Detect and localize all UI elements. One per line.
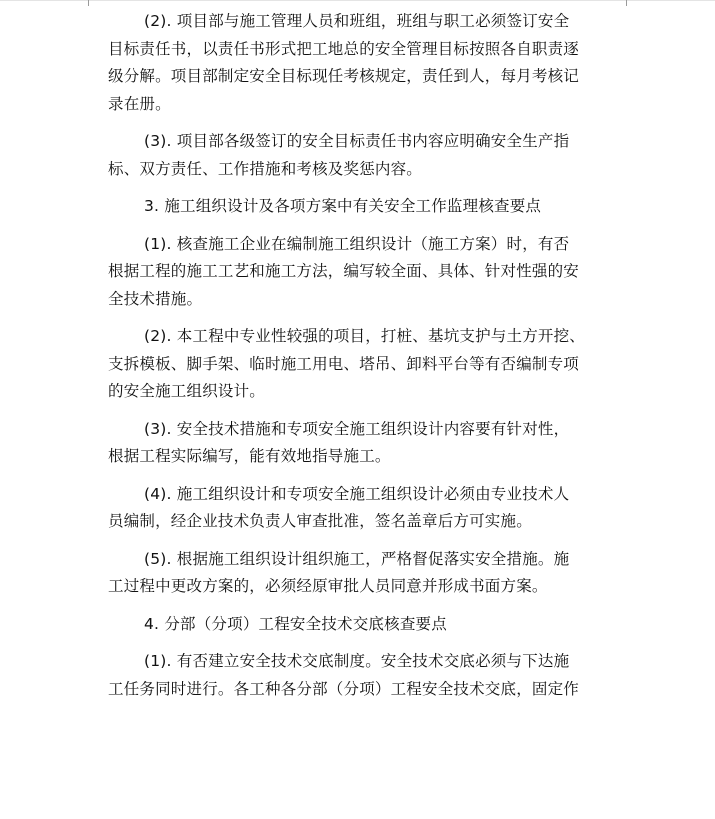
text-line: 全技术措施。 xyxy=(108,289,203,308)
margin-corner-mark-left xyxy=(88,0,89,6)
text-line: (3). 安全技术措施和专项安全施工组织设计内容要有针对性， xyxy=(144,419,570,438)
paragraph-2-3 xyxy=(108,128,612,183)
paragraph-3-2 xyxy=(108,323,612,406)
text-line: 支拆模板、脚手架、临时施工用电、塔吊、卸料平台等有否编制专项 xyxy=(108,354,580,373)
paragraph-3-1 xyxy=(108,231,612,314)
document-body xyxy=(108,8,612,713)
text-line: 根据工程的施工工艺和施工方法，编写较全面、具体、针对性强的安 xyxy=(108,262,580,280)
text-line: (1). 核查施工企业在编制施工组织设计（施工方案）时，有否 xyxy=(144,234,570,253)
paragraph-4-1 xyxy=(108,648,612,703)
text-line: (5). 根据施工组织设计组织施工，严格督促落实安全措施。施 xyxy=(144,549,570,568)
text-line: (4). 施工组织设计和专项安全施工组织设计必须由专业技术人 xyxy=(144,484,570,503)
paragraph-3-4 xyxy=(108,481,612,536)
text-line: (1). 有否建立安全技术交底制度。安全技术交底必须与下达施 xyxy=(144,652,570,670)
text-line: 目标责任书，以责任书形式把工地总的安全管理目标按照各自职责逐 xyxy=(108,39,580,58)
text-line: (2). 本工程中专业性较强的项目，打桩、基坑支护与土方开挖、 xyxy=(144,327,586,345)
paragraph-2-2 xyxy=(108,8,612,118)
text-line: 工过程中更改方案的，必须经原审批人员同意并形成书面方案。 xyxy=(108,577,548,595)
section-heading-4: 4. 分部（分项）工程安全技术交底核查要点 xyxy=(144,614,447,633)
text-line: 工任务同时进行。各工种各分部（分项）工程安全技术交底，固定作 xyxy=(108,679,580,698)
section-heading-3: 3. 施工组织设计及各项方案中有关安全工作监理核查要点 xyxy=(144,197,542,215)
text-line: 的安全施工组织设计。 xyxy=(108,382,266,400)
paragraph-3-3 xyxy=(108,416,612,471)
text-line: (3). 项目部各级签订的安全目标责任书内容应明确安全生产指 xyxy=(144,132,570,150)
page-top-edge xyxy=(0,0,715,1)
text-line: 级分解。项目部制定安全目标现任考核规定，责任到人，每月考核记 xyxy=(108,67,580,85)
text-line: 标、双方责任、工作措施和考核及奖惩内容。 xyxy=(108,159,423,178)
paragraph-3-5 xyxy=(108,546,612,601)
text-line: 录在册。 xyxy=(108,94,171,113)
margin-corner-mark-right xyxy=(626,0,627,6)
text-line: 根据工程实际编写，能有效地指导施工。 xyxy=(108,447,391,465)
text-line: (2). 项目部与施工管理人员和班组，班组与职工必须签订安全 xyxy=(144,12,570,30)
text-line: 员编制，经企业技术负责人审查批准，签名盖章后方可实施。 xyxy=(108,512,532,530)
